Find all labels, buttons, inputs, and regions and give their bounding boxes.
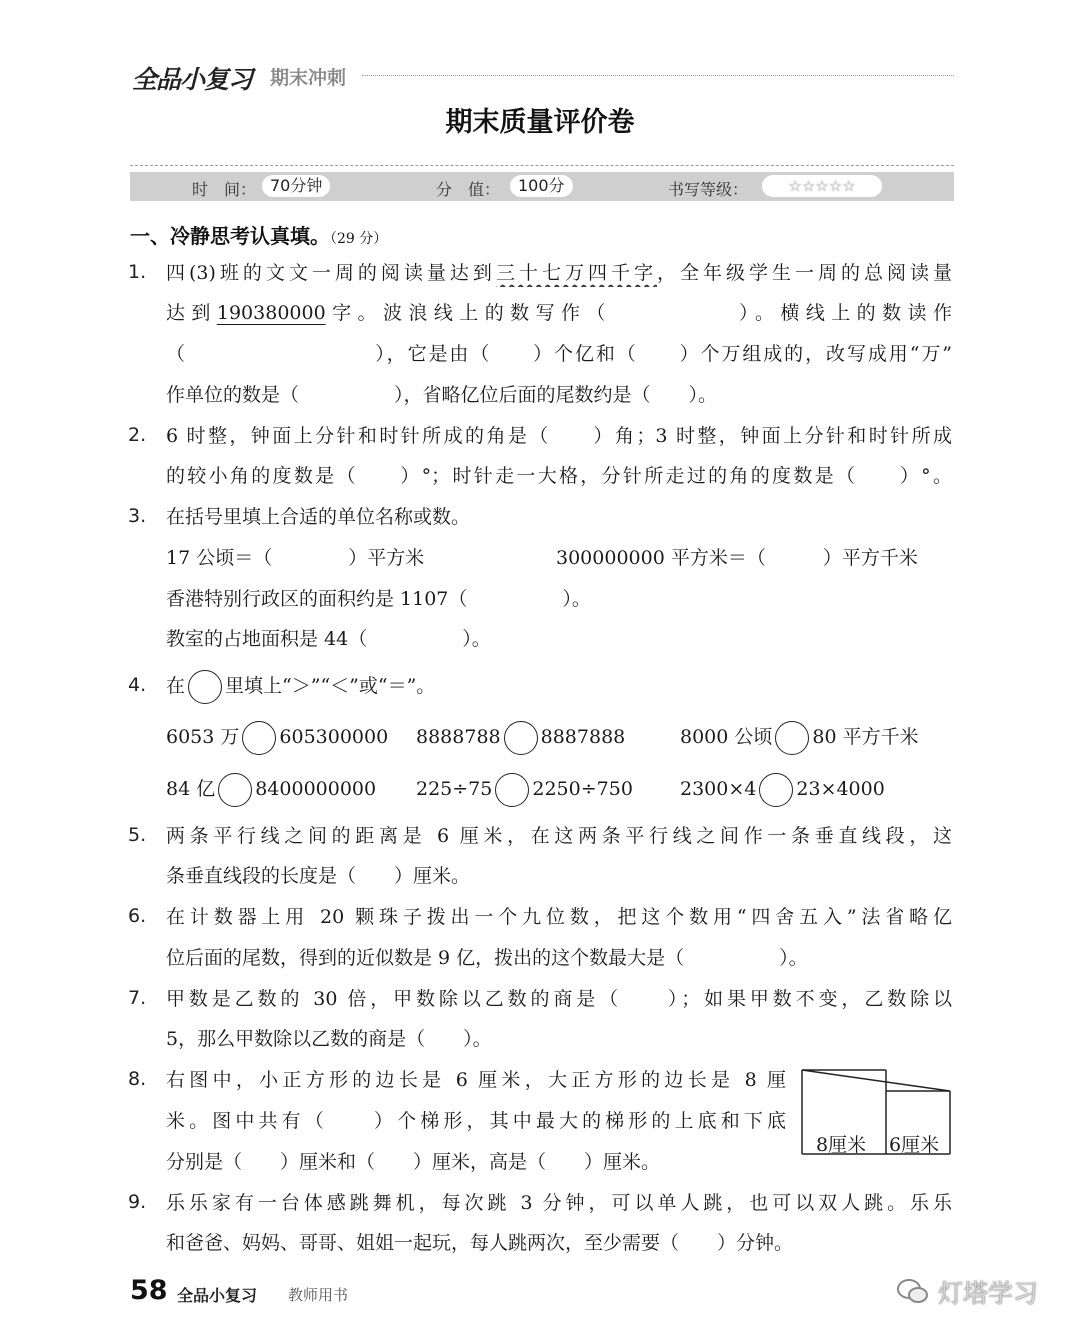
time-value: 70分钟 [262,175,330,197]
q9-line-2: 和爸爸、妈妈、哥哥、姐姐一起玩，每人跳两次，至少需要（ ）分钟。 [166,1232,794,1254]
watermark-text: 灯塔学习 [937,1279,1038,1308]
q8-line-1: 右图中，小正方形的边长是 6 厘米，大正方形的边长是 8 厘 [166,1069,786,1091]
writing-grade-label: 书写等级： [668,180,749,199]
q1-line-2 [166,301,952,327]
brand-logo: 全品小复习 [132,65,253,94]
compare-left: 8000 公顷 [680,726,773,748]
q4-item [166,772,376,807]
compare-circle[interactable] [188,670,222,704]
compare-right: 8400000000 [255,778,377,800]
compare-circle[interactable] [775,721,809,755]
watermark [896,1274,1038,1310]
compare-circle[interactable] [495,773,529,807]
compare-left: 225÷75 [416,778,493,800]
q4-item [416,720,625,755]
question-number: 2. [128,424,147,446]
wechat-icon [896,1276,930,1306]
score-value: 100分 [510,175,573,197]
question-number: 8. [128,1068,147,1090]
q1-wavy-text: 三十七万四千字 [495,262,657,284]
footer-brand: 全品小复习 [177,1286,258,1305]
q3-line-2b: 300000000 平方米＝（ ）平方千米 [556,547,918,569]
section-title-text: 一、冷静思考认真填。 [130,224,330,248]
compare-circle[interactable] [242,721,276,755]
score-label: 分 值： [436,180,501,199]
compare-circle[interactable] [218,773,252,807]
q4-item [680,772,885,807]
q1-text: 四(3)班的文文一周的阅读量达到 [166,262,496,284]
q4-text: 在 [166,675,186,697]
q8-line-3: 分别是（ ）厘米和（ ）厘米，高是（ ）厘米。 [166,1151,661,1173]
page-title: 期末质量评价卷 [445,107,635,138]
q5-line-1: 两条平行线之间的距离是 6 厘米，在这两条平行线之间作一条垂直线段，这 [166,825,952,847]
q4-item [416,772,633,807]
small-square-label: 6厘米 [889,1134,940,1156]
compare-circle[interactable] [504,721,538,755]
figure-diagonal [802,1070,950,1091]
q1-line-4: 作单位的数是（ ），省略亿位后面的尾数约是（ ）。 [166,384,718,406]
q1-line-1 [166,261,952,287]
q3-line-2a: 17 公顷＝（ ）平方米 [166,547,425,569]
q5-line-2: 条垂直线段的长度是（ ）厘米。 [166,865,471,887]
q2-line-2: 的较小角的度数是（ ）°；时针走一大格，分针所走过的角的度数是（ ）°。 [166,465,952,487]
info-bar [130,172,954,201]
compare-right: 605300000 [279,726,389,748]
q3-line-1: 在括号里填上合适的单位名称或数。 [166,506,471,528]
q7-line-1: 甲数是乙数的 30 倍，甲数除以乙数的商是（ ）；如果甲数不变，乙数除以 [166,988,952,1010]
q4-text: 里填上“＞”“＜”或“＝”。 [225,675,436,697]
compare-left: 6053 万 [166,726,240,748]
compare-right: 23×4000 [796,778,885,800]
section-points: （29 分） [330,231,388,247]
q1-line-3: （ ），它是由（ ）个亿和（ ）个万组成的，改写成用“万” [166,343,952,365]
q4-line-1 [166,669,952,704]
question-number: 9. [128,1191,147,1213]
compare-right: 8887888 [540,726,626,748]
compare-left: 2300×4 [680,778,757,800]
compare-right: 2250÷750 [532,778,633,800]
writing-grade-stars: ☆☆☆☆☆ [762,175,882,197]
q1-underlined-number: 190380000 [216,302,326,324]
q1-text: 达到 [166,302,217,324]
compare-left: 8888788 [416,726,501,748]
q8-line-2: 米。图中共有（ ）个梯形，其中最大的梯形的上底和下底 [166,1110,786,1132]
q4-item [680,720,919,755]
q6-line-1: 在计数器上用 20 颗珠子拨出一个九位数，把这个数用“四舍五入”法省略亿 [166,906,952,928]
q3-line-3: 香港特别行政区的面积约是 1107（ ）。 [166,588,591,610]
time-label: 时 间： [192,180,257,199]
page-number: 58 [130,1275,168,1306]
q3-line-4: 教室的占地面积是 44（ ）。 [166,628,491,650]
q9-line-1: 乐乐家有一台体感跳舞机，每次跳 3 分钟，可以单人跳，也可以双人跳。乐乐 [166,1192,952,1214]
question-number: 1. [128,261,147,283]
question-number: 7. [128,987,147,1009]
title-divider [130,165,954,166]
compare-right: 80 平方千米 [812,726,919,748]
compare-circle[interactable] [759,773,793,807]
section-heading [130,220,387,249]
question-number: 6. [128,905,147,927]
q6-line-2: 位后面的尾数，得到的近似数是 9 亿，拨出的这个数最大是（ ）。 [166,947,808,969]
q1-text: 字。波浪线上的数写作（ ）。横线上的数读作 [325,302,952,324]
question-number: 5. [128,824,147,846]
footer-subtitle: 教师用书 [288,1286,349,1304]
question-number: 4. [128,674,147,696]
q1-text: ，全年级学生一周的总阅读量 [656,262,952,284]
q4-item [166,720,388,755]
q7-line-2: 5，那么甲数除以乙数的商是（ ）。 [166,1028,492,1050]
big-square-label: 8厘米 [816,1134,867,1156]
header-divider [362,75,954,76]
q2-line-1: 6 时整，钟面上分针和时针所成的角是（ ）角；3 时整，钟面上分针和时针所成 [166,425,952,447]
header-subtitle: 期末冲刺 [270,67,347,89]
compare-left: 84 亿 [166,778,216,800]
question-number: 3. [128,505,147,527]
